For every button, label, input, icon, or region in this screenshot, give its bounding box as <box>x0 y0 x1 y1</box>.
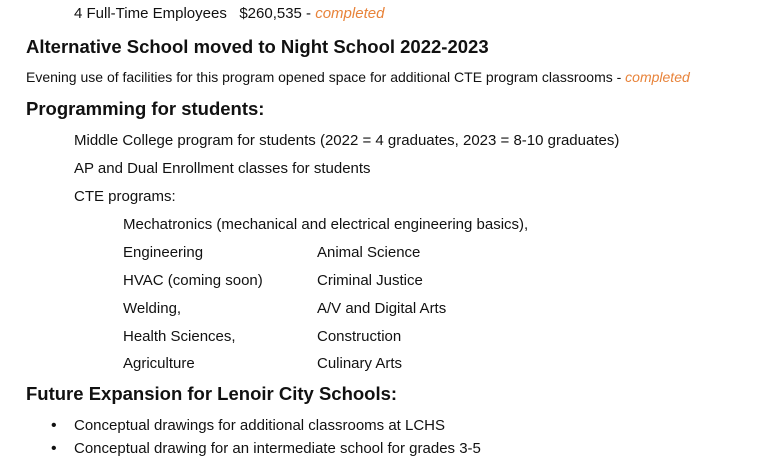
alt-school-description <box>26 70 690 84</box>
alt-school-heading: Alternative School moved to Night School 2022-2023 <box>26 36 489 57</box>
staffing-line <box>74 6 384 21</box>
cte-left-item: Engineering <box>123 244 204 261</box>
programming-heading: Programming for students: <box>26 98 265 119</box>
future-bullet-item: Conceptual drawing for an intermediate school for grades 3-5 <box>74 440 481 457</box>
cte-right-item: Animal Science <box>317 244 421 261</box>
future-bullet-item: Conceptual drawings for additional classrooms at LCHS <box>74 417 446 434</box>
cte-left-item: Welding, <box>123 300 182 317</box>
cte-right-item: A/V and Digital Arts <box>317 300 447 317</box>
alt-school-text: Evening use of facilities for this program opened space for additional CTE program classrooms - <box>26 69 626 85</box>
future-expansion-heading: Future Expansion for Lenoir City Schools: <box>26 383 398 404</box>
staffing-status: completed <box>315 5 385 22</box>
staffing-text: 4 Full-Time Employees $260,535 - <box>74 5 316 22</box>
programming-item-cte: CTE programs: <box>74 188 176 205</box>
bullet-icon: • <box>51 440 57 457</box>
cte-left-item: Agriculture <box>123 355 195 372</box>
cte-right-item: Culinary Arts <box>317 355 403 372</box>
cte-left-item: HVAC (coming soon) <box>123 272 263 289</box>
alt-school-status: completed <box>625 69 690 85</box>
cte-mechatronics: Mechatronics (mechanical and electrical engineering basics), <box>123 216 529 233</box>
bullet-icon: • <box>51 417 57 434</box>
cte-left-item: Health Sciences, <box>123 328 236 345</box>
programming-item-ap-dual: AP and Dual Enrollment classes for students <box>74 160 371 177</box>
programming-item-middle-college: Middle College program for students (2022 = 4 graduates, 2023 = 8-10 graduates) <box>74 132 620 149</box>
cte-right-item: Construction <box>317 328 402 345</box>
cte-right-item: Criminal Justice <box>317 272 423 289</box>
